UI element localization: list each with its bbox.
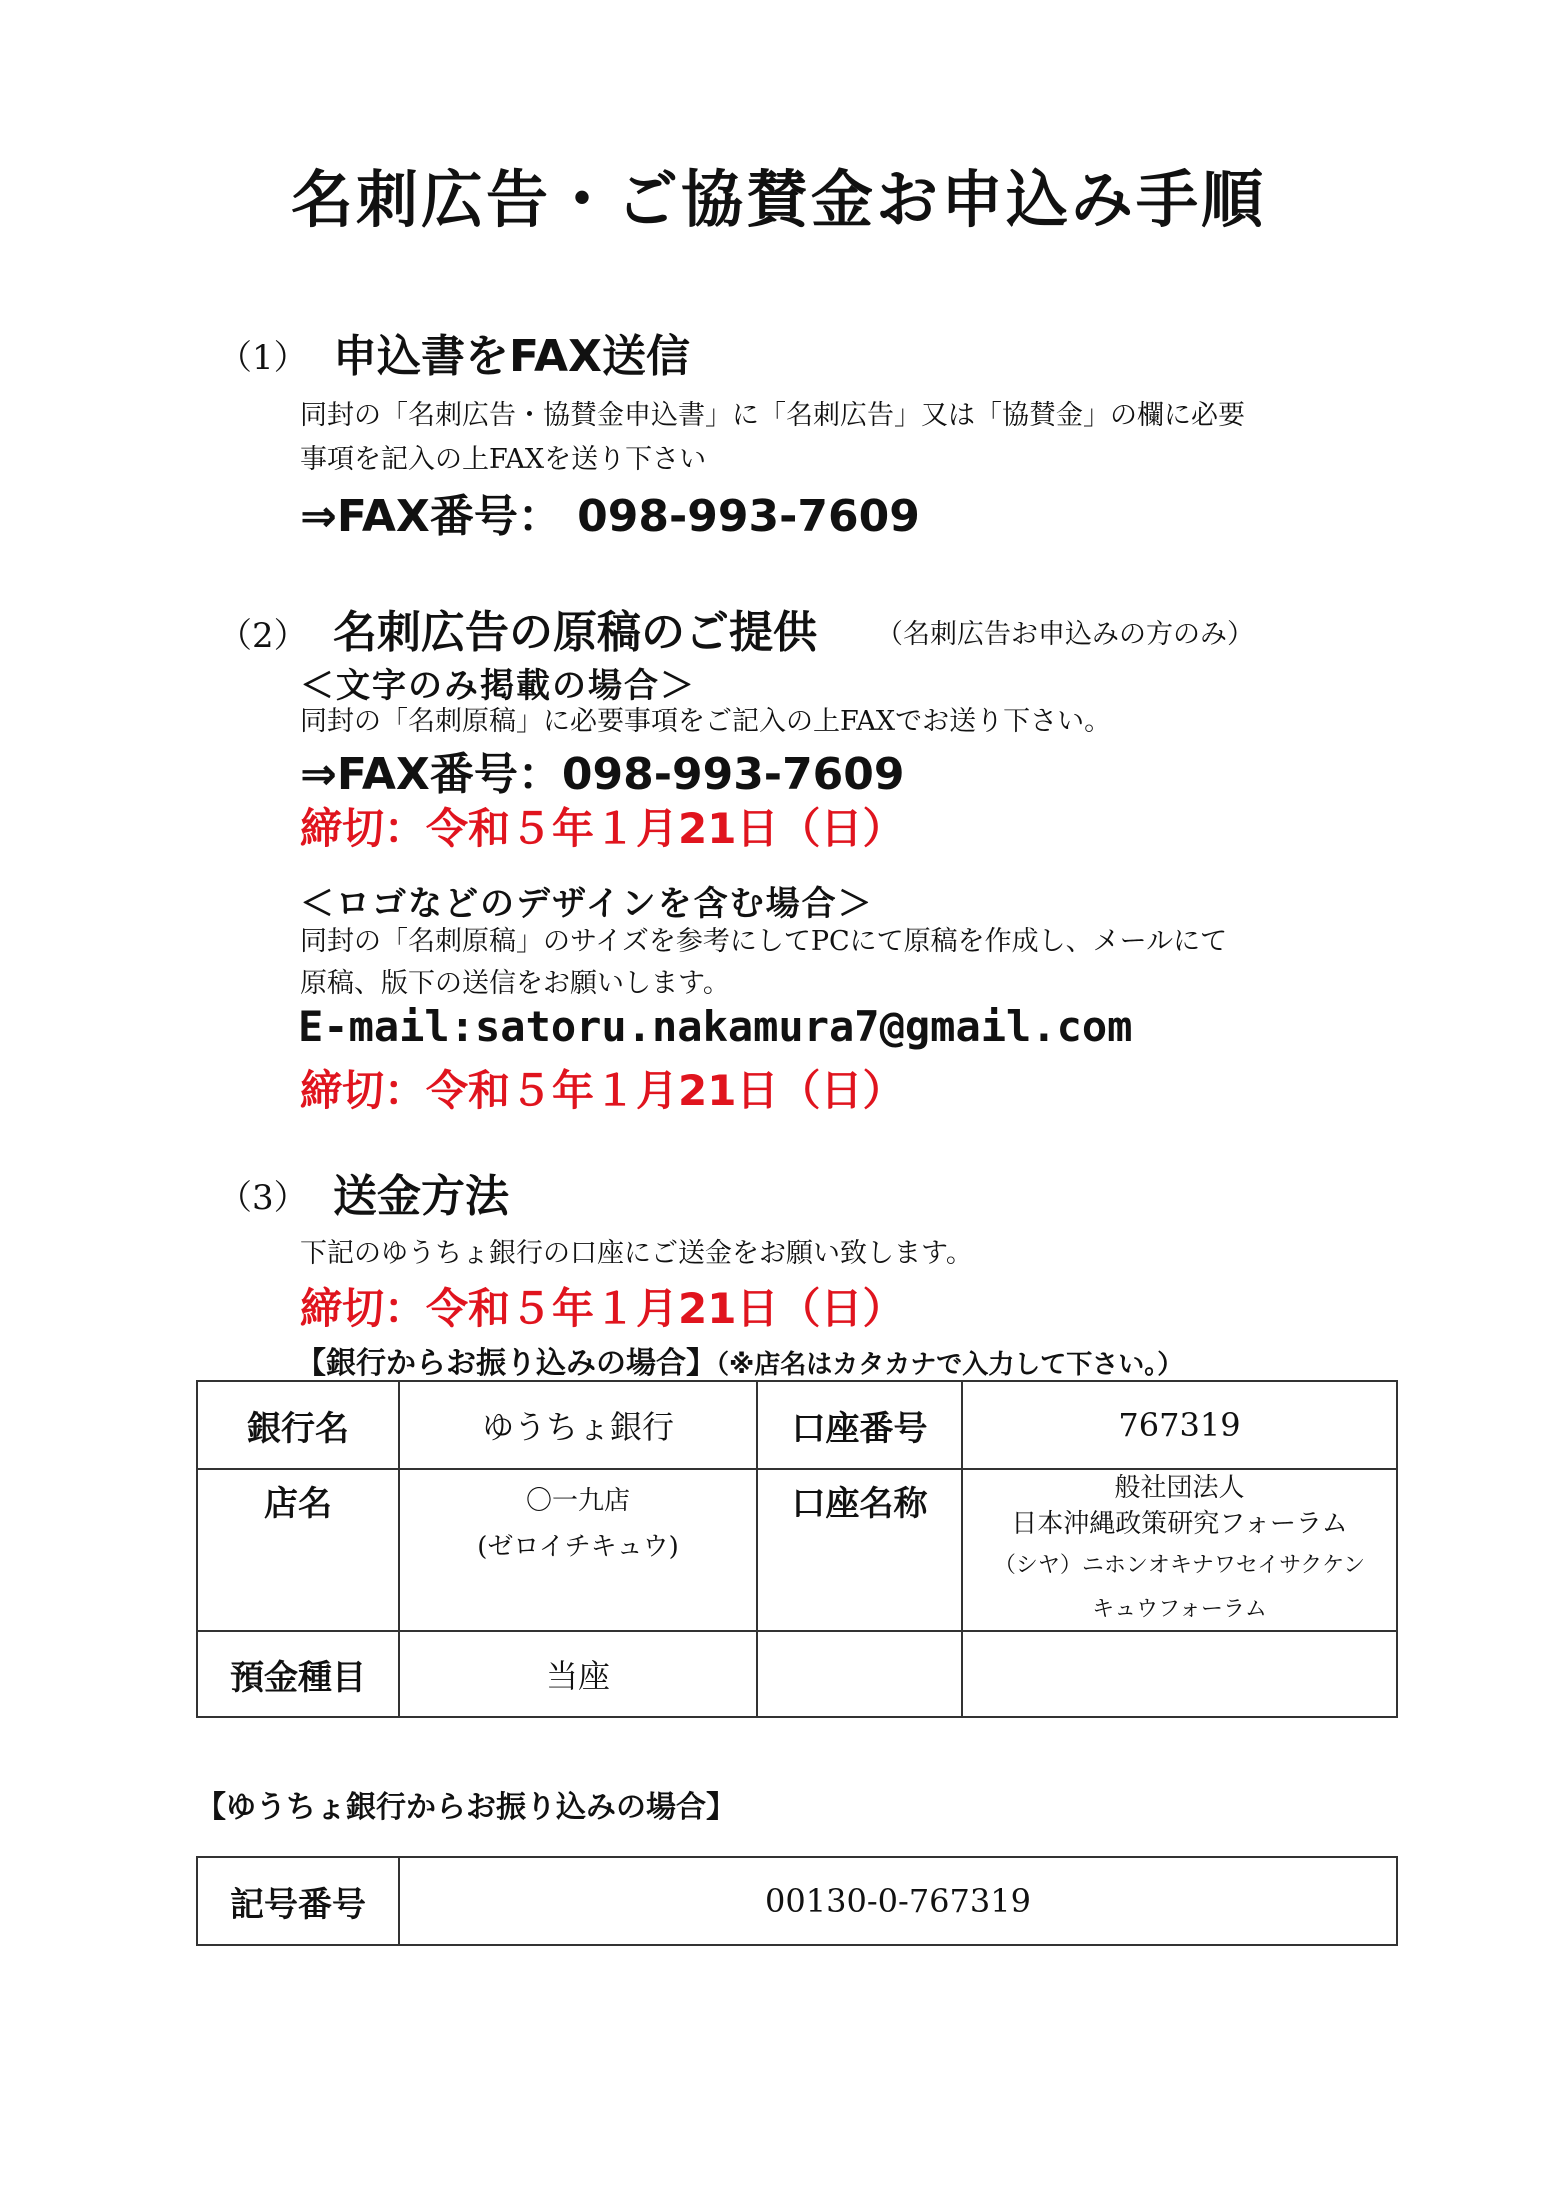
empty-cell [757,1631,962,1717]
text-only-subheading: ＜文字のみ掲載の場合＞ [300,666,696,706]
bank-transfer-heading-text: 【銀行からお振り込みの場合】 [296,1346,716,1381]
logo-design-body-line2: 原稿、版下の送信をお願いします。 [300,968,730,999]
section-2-heading: 名刺広告の原稿のご提供 [333,607,817,658]
bank-transfer-heading [296,1338,1183,1382]
account-name-line1: 般社団法人 [1114,1473,1245,1503]
account-name-label: 口座名称 [757,1469,962,1631]
section-3-number: （3） [218,1178,308,1218]
yucho-account-table [196,1856,1398,1946]
text-only-fax-number: ⇒FAX番号：098-993-7609 [300,749,905,800]
section-1-fax-number: ⇒FAX番号： 098-993-7609 [300,491,920,542]
section-3-body: 下記のゆうちょ銀行の口座にご送金をお願い致します。 [300,1238,973,1269]
text-only-body: 同封の「名刺原稿」に必要事項をご記入の上FAXでお送り下さい。 [300,706,1112,737]
bank-transfer-note: （※店名はカタカナで入力して下さい。） [716,1350,1184,1380]
deposit-type-label: 預金種目 [197,1631,399,1717]
bank-name-label: 銀行名 [197,1381,399,1469]
page-title: 名刺広告・ご協賛金お申込み手順 [290,163,1266,236]
account-kana-line2: キュウフォーラム [1092,1597,1267,1622]
account-kana-line1: （シヤ）ニホンオキナワセイサクケン [993,1553,1366,1578]
account-name-cell [962,1469,1397,1631]
section-1-body-line1: 同封の「名刺広告・協賛金申込書」に「名刺広告」又は「協賛金」の欄に必要 [300,400,1245,431]
table-row [197,1857,1397,1945]
section-3-deadline: 締切：令和５年１月21日（日） [300,1284,905,1333]
table-row [197,1381,1397,1469]
symbol-number-value: 00130-0-767319 [399,1857,1397,1945]
account-number-label: 口座番号 [757,1381,962,1469]
section-1-body-line2: 事項を記入の上FAXを送り下さい [300,444,707,475]
logo-design-email: E-mail:satoru.nakamura7@gmail.com [298,1002,1133,1051]
table-row [197,1631,1397,1717]
bank-name-value: ゆうちょ銀行 [399,1381,757,1469]
logo-design-deadline: 締切：令和５年１月21日（日） [300,1066,905,1115]
logo-design-subheading: ＜ロゴなどのデザインを含む場合＞ [300,884,874,924]
table-row [197,1469,1397,1631]
section-1-number: （1） [218,338,308,378]
symbol-number-label: 記号番号 [197,1857,399,1945]
deposit-type-text: 当座 [545,1657,610,1695]
branch-value-cell [399,1469,757,1631]
account-number-value: 767319 [962,1381,1397,1469]
bank-account-table [196,1380,1398,1718]
branch-kana: (ゼロイチキュウ) [477,1532,679,1562]
section-1-heading: 申込書をFAX送信 [333,331,690,382]
yucho-transfer-heading: 【ゆうちょ銀行からお振り込みの場合】 [196,1790,736,1825]
section-2-number: （2） [218,616,308,656]
section-3-heading: 送金方法 [333,1171,509,1222]
empty-cell [962,1631,1397,1717]
deposit-type-value [399,1631,757,1717]
branch-label: 店名 [197,1469,399,1631]
branch-name: 〇一九店 [525,1486,630,1516]
text-only-deadline: 締切：令和５年１月21日（日） [300,804,905,853]
logo-design-body-line1: 同封の「名刺原稿」のサイズを参考にしてPCにて原稿を作成し、メールにて [300,926,1228,957]
account-name-line2: 日本沖縄政策研究フォーラム [1011,1509,1348,1539]
section-2-note: （名刺広告お申込みの方のみ） [876,619,1254,650]
